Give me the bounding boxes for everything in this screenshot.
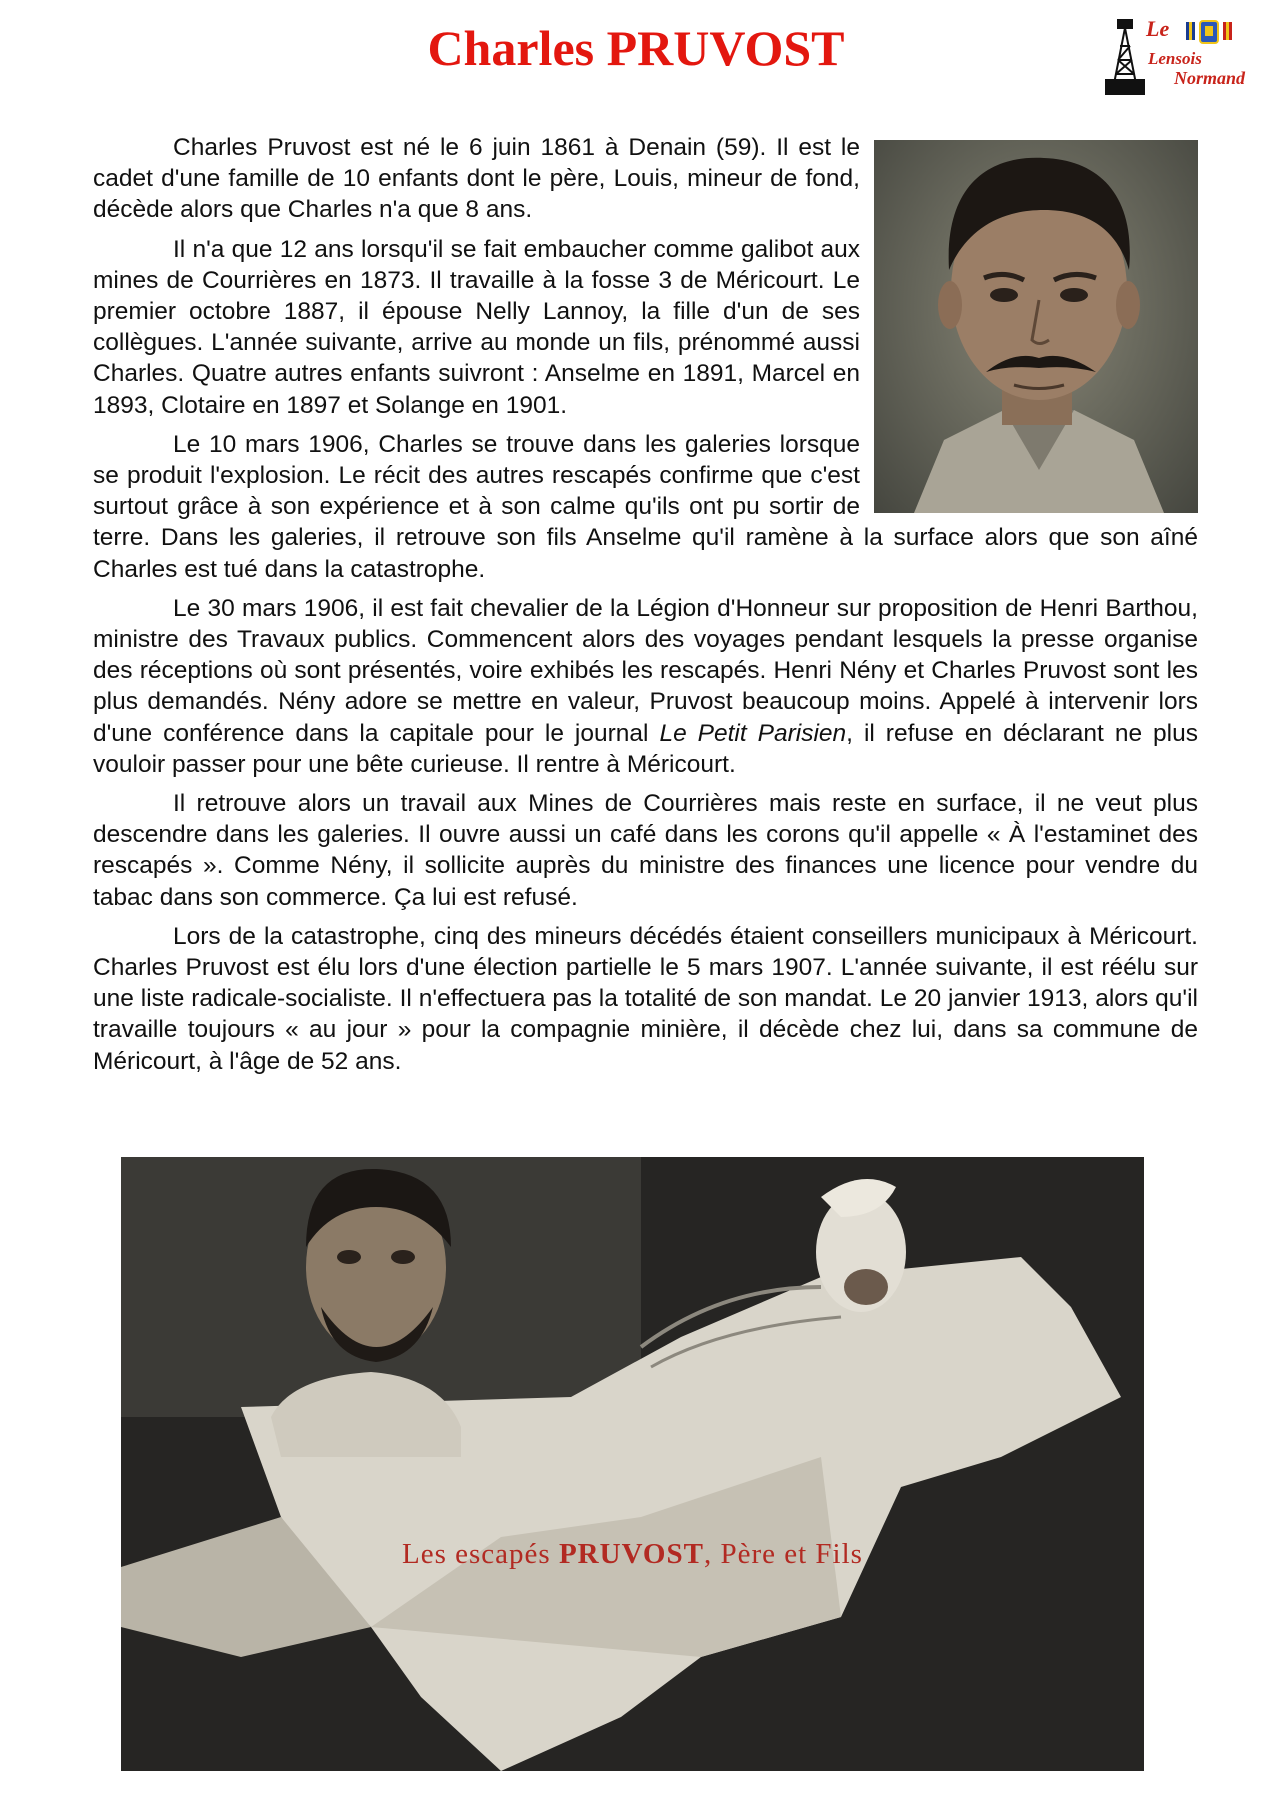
caption-text-2: , Père et Fils (703, 1538, 863, 1570)
paragraph-career: Il n'a que 12 ans lorsqu'il se fait embaucher comme galibot aux mines de Courrières en 1873. Il travaille à la fosse 3 de Méricourt. Le premier octobre 1887, il épouse Nelly Lannoy, la fille d'un de ses collègues. L'année suivante, arrive au monde un fils, prénommé aussi Charles. Quatre autres enfants suivront : Anselme en 1891, Marcel en 1893, Clotaire en 1897 et Solange en 1901. (93, 235, 860, 419)
paragraph-birth: Charles Pruvost est né le 6 juin 1861 à Denain (59). Il est le cadet d'une famille de 10 enfants dont le père, Louis, mineur de fond, décède alors que Charles n'a que 8 ans. (93, 134, 860, 224)
page-title: Charles PRUVOST (427, 20, 845, 76)
paragraph-council: Lors de la catastrophe, cinq des mineurs décédés étaient conseillers municipaux à Méricourt. Charles Pruvost est élu lors d'une élection partielle le 5 mars 1907. L'année suivante, il est réélu sur une liste radicale-socialiste. Il n'effectuera pas la totalité de son mandat. Le 20 janvier 1913, alors qu'il travaille toujours « au jour » pour la compagnie minière, il décède chez lui, dans sa commune de Méricourt, à l'âge de 52 ans. (93, 922, 1198, 1075)
logo-text-lensois: Lensois (1148, 49, 1202, 68)
caption-text-1: Les escapés (402, 1538, 559, 1570)
postcard-caption (121, 1538, 1144, 1571)
paragraph-honour-text-2: , il refuse en déclarant ne plus vouloir passer pour une bête curieuse. Il rentre à Méricourt. (93, 719, 1198, 778)
paragraph-honour-text-1: Le 30 mars 1906, il est fait chevalier de la Légion d'Honneur sur proposition de Henri Barthou, ministre des Travaux publics. Commencent alors des voyages pendant lesquels la presse organise des réceptions où sont présentés, voire exhibés les rescapés. Henri Nény et Charles Pruvost sont les plus demandés. Nény adore se mettre en valeur, Pruvost beaucoup moins. Appelé à intervenir lors d'une conférence dans la capitale pour le journal (93, 594, 1198, 747)
postcard-photo-father-and-son (121, 1157, 1144, 1771)
postcard-illustration (121, 1157, 1144, 1771)
portrait-spacer (860, 132, 1198, 508)
biography-text (93, 132, 1198, 1085)
paragraph-honour (93, 593, 1198, 780)
paragraph-explosion: Le 10 mars 1906, Charles se trouve dans les galeries lorsque se produit l'explosion. Le récit des autres rescapés confirme que c'est surtout grâce à son expérience et à son calme qu'ils ont pu sortir de terre. Dans les galeries, il retrouve son fils Anselme qu'il ramène à la surface alors que son aîné Charles est tué dans la catastrophe. (93, 430, 1198, 583)
logo-text-normand: Normand (1174, 68, 1246, 88)
lensois-normand-logo (1104, 18, 1254, 96)
logo-text-le: Le (1146, 16, 1170, 41)
newspaper-title: Le Petit Parisien (659, 719, 847, 747)
caption-name: PRUVOST (558, 1538, 704, 1570)
paragraph-estaminet: Il retrouve alors un travail aux Mines de Courrières mais reste en surface, il ne veut plus descendre dans les galeries. Il ouvre aussi un café dans les corons qu'il appelle « À l'estaminet des rescapés ». Comme Nény, il sollicite auprès du ministre des finances une licence pour vendre du tabac dans son commerce. Ça lui est refusé. (93, 790, 1198, 911)
